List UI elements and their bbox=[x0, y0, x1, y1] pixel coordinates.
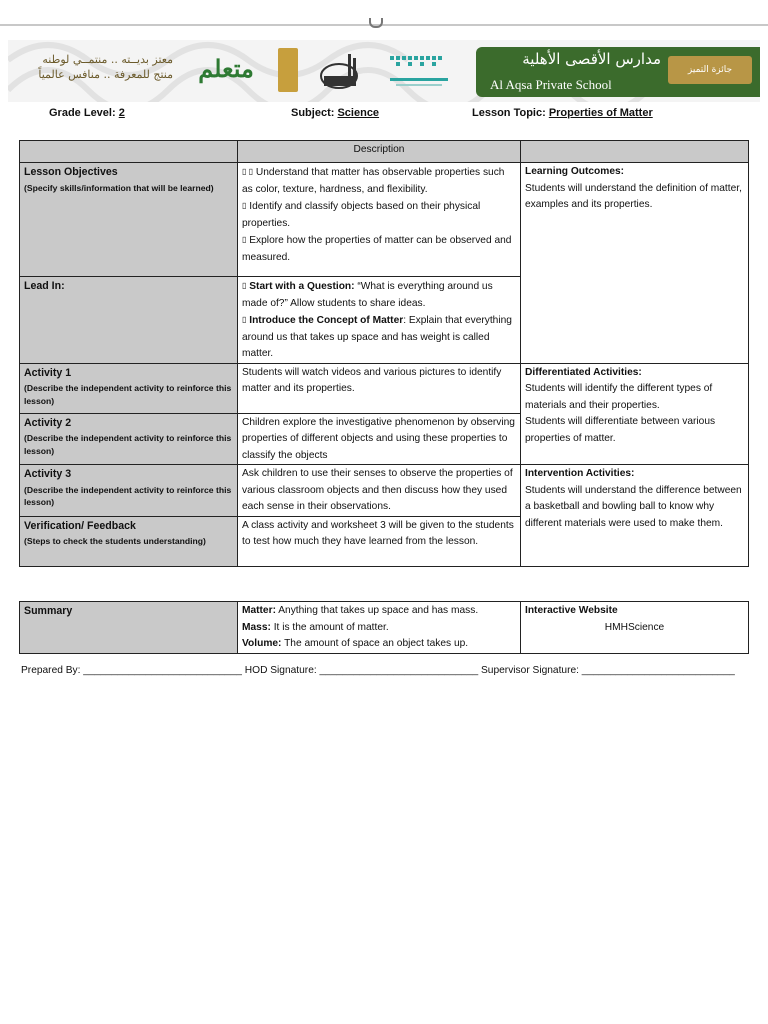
objectives-title: Lesson Objectives bbox=[24, 166, 118, 178]
differentiated-text-1: Students will identify the different types of materials and their properties. bbox=[525, 383, 713, 411]
lead-in-item: ▯ Start with a Question: “What is everything around us made of?” Allow students to share ideas. bbox=[242, 281, 493, 309]
supervisor-signature-field: Supervisor Signature: ___________________________ bbox=[481, 665, 735, 676]
learning-outcomes-cell bbox=[521, 163, 749, 364]
prepared-by-field: Prepared By: ____________________________ bbox=[21, 665, 242, 676]
activity-2-title: Activity 2 bbox=[24, 416, 72, 429]
top-rule bbox=[0, 24, 768, 26]
subject-field bbox=[291, 107, 379, 119]
interactive-website-cell bbox=[521, 602, 749, 654]
summary-label-cell bbox=[20, 602, 238, 654]
activity-3-title: Activity 3 bbox=[24, 468, 72, 480]
interactive-website-value: HMHScience bbox=[604, 621, 665, 633]
activity-3-description: Ask children to use their senses to observe the properties of various classroom objects and then discuss how they used each sense in their observations. bbox=[238, 465, 521, 517]
table-header-row bbox=[20, 141, 749, 163]
grade-level-label: Grade Level: bbox=[49, 107, 116, 119]
objective-item: ▯ Identify and classify objects based on their physical properties. bbox=[242, 201, 481, 229]
summary-mass: Mass: It is the amount of matter. bbox=[242, 621, 389, 633]
signature-line bbox=[21, 665, 735, 676]
summary-title: Summary bbox=[24, 605, 73, 617]
grade-level-field bbox=[49, 107, 125, 119]
activity-2-subtitle: (Describe the independent activity to reinforce this lesson) bbox=[24, 433, 232, 456]
verification-description: A class activity and worksheet 3 will be given to the students to test how much they have learned from the lesson. bbox=[238, 516, 521, 566]
summary-volume: Volume: The amount of space an object takes up. bbox=[242, 638, 469, 649]
top-mark bbox=[369, 18, 383, 28]
description-header: Description bbox=[238, 141, 521, 163]
subject-value: Science bbox=[337, 107, 380, 119]
header-cell-empty-right bbox=[521, 141, 749, 163]
intervention-title: Intervention Activities: bbox=[525, 468, 635, 479]
activity-3-subtitle: (Describe the independent activity to reinforce this lesson) bbox=[24, 484, 232, 507]
activity-1-title: Activity 1 bbox=[24, 366, 72, 379]
verification-title: Verification/ Feedback bbox=[24, 519, 136, 532]
activity-3-row bbox=[20, 465, 749, 517]
bullet-icon: ▯ bbox=[242, 281, 247, 290]
gold-emblem-icon bbox=[278, 48, 298, 92]
objective-item: ▯ Explore how the properties of matter can be observed and measured. bbox=[242, 235, 512, 263]
motto-line-1: معتز بديــته .. منتمــي لوطنه bbox=[42, 53, 173, 66]
school-motto bbox=[28, 52, 173, 82]
objectives-subtitle: (Specify skills/information that will be learned) bbox=[24, 182, 214, 193]
objectives-row bbox=[20, 163, 749, 277]
intervention-text: Students will understand the difference between a basketball and bowling ball to know why different materials were used to make them. bbox=[525, 484, 742, 529]
hod-signature-field: HOD Signature: ____________________________ bbox=[244, 665, 479, 676]
differentiated-cell bbox=[521, 363, 749, 465]
activity-2-description: Children explore the investigative phenomenon by observing properties of different objects and using these properties to classify the objects bbox=[238, 413, 521, 465]
activity-1-description: Students will watch videos and various pictures to identify matter and its properties. bbox=[238, 363, 521, 413]
activity-2-label-cell bbox=[20, 413, 238, 465]
summary-table bbox=[19, 601, 749, 654]
grade-level-value: 2 bbox=[118, 107, 125, 119]
school-name-arabic: مدارس الأقصى الأهلية bbox=[522, 50, 661, 68]
bullet-icon: ▯ bbox=[242, 235, 247, 244]
interactive-website-title: Interactive Website bbox=[525, 605, 618, 616]
activity-1-label-cell bbox=[20, 363, 238, 413]
summary-description bbox=[238, 602, 521, 654]
lesson-topic-field bbox=[472, 107, 653, 119]
bullet-icon: ▯ bbox=[242, 201, 247, 210]
intervention-cell bbox=[521, 465, 749, 567]
lesson-topic-label: Lesson Topic: bbox=[472, 107, 546, 119]
bullet-icon: ▯ ▯ bbox=[242, 167, 254, 176]
activity-1-subtitle: (Describe the independent activity to reinforce this lesson) bbox=[24, 383, 232, 406]
excellence-award-badge: جائزة التميز bbox=[668, 56, 752, 84]
subject-label: Subject: bbox=[291, 107, 335, 119]
lead-in-description bbox=[238, 277, 521, 364]
motaalem-logo: متعلم bbox=[198, 54, 254, 83]
aqsa-dome-logo-icon bbox=[312, 50, 366, 94]
lead-in-label-cell bbox=[20, 277, 238, 364]
summary-matter: Matter: Anything that takes up space and has mass. bbox=[242, 605, 479, 616]
lead-in-title: Lead In: bbox=[24, 280, 65, 292]
objectives-label-cell bbox=[20, 163, 238, 277]
learning-outcomes-title: Learning Outcomes: bbox=[525, 166, 625, 177]
lesson-topic-value: Properties of Matter bbox=[548, 107, 653, 119]
lead-in-item: ▯ Introduce the Concept of Matter: Explain that everything around us that takes up space and has weight is called matter. bbox=[242, 315, 512, 359]
verification-subtitle: (Steps to check the students understanding) bbox=[24, 536, 206, 546]
motto-line-2: منتج للمعرفة .. منافس عالمياً bbox=[38, 68, 173, 81]
bullet-icon: ▯ bbox=[242, 315, 247, 324]
objectives-description bbox=[238, 163, 521, 277]
ministry-education-logo-icon bbox=[386, 50, 456, 94]
verification-label-cell bbox=[20, 516, 238, 566]
lesson-plan-table bbox=[19, 140, 749, 567]
header-cell-empty bbox=[20, 141, 238, 163]
summary-row bbox=[20, 602, 749, 654]
activity-3-label-cell bbox=[20, 465, 238, 517]
school-name-english: Al Aqsa Private School bbox=[490, 77, 612, 92]
differentiated-text-2: Students will differentiate between various properties of matter. bbox=[525, 416, 716, 444]
activity-1-row bbox=[20, 363, 749, 413]
differentiated-title: Differentiated Activities: bbox=[525, 366, 642, 378]
learning-outcomes-text: Students will understand the definition of matter, examples and its properties. bbox=[525, 182, 742, 210]
objective-item: ▯ ▯ Understand that matter has observable properties such as color, texture, hardness, and flexibility. bbox=[242, 167, 505, 195]
